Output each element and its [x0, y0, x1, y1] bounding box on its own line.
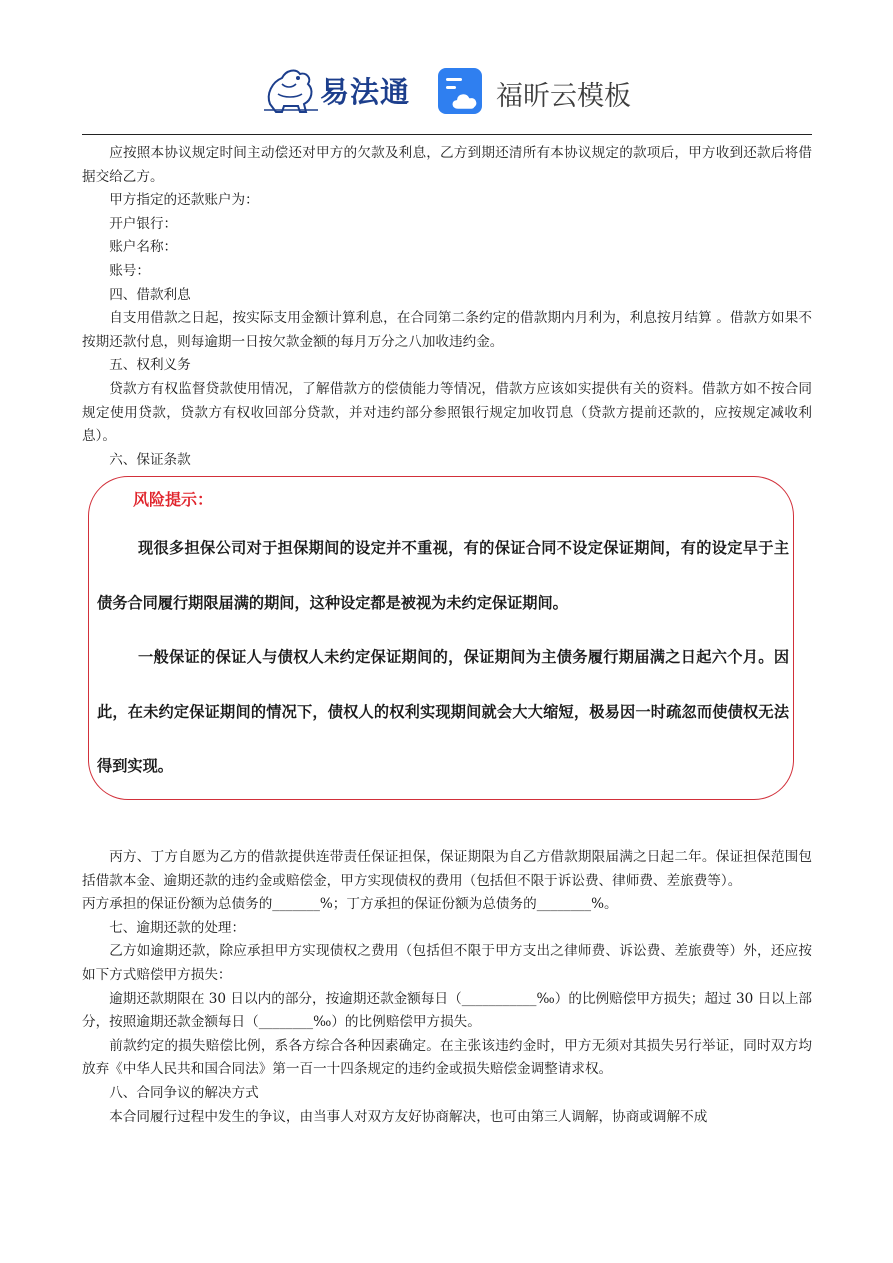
paragraph-compensation: 前款约定的损失赔偿比例，系各方综合各种因素确定。在主张该违约金时，甲方无须对其损失另行举证，同时双方均放弃《中华人民共和国合同法》第一百一十四条规定的违约金或损失赔偿金调整请求权。	[82, 1037, 812, 1078]
paragraph-repayment: 应按照本协议规定时间主动偿还对甲方的欠款及利息，乙方到期还清所有本协议规定的款项后，甲方收到还款后将借据交给乙方。	[82, 145, 812, 185]
cloud-document-icon	[436, 66, 486, 116]
paragraph-guarantee-shares: 丙方承担的保证份额为总债务的_______%；丁方承担的保证份额为总债务的________%。	[82, 896, 618, 913]
paragraph-interest: 自支用借款之日起，按实际支用金额计算利息，在合同第二条约定的借款期内月利为，利息按月结算 。借款方如果不按期还款付息，则每逾期一日按欠款金额的每月万分之八加收违约金。	[82, 310, 812, 350]
yifatong-logo	[262, 60, 412, 120]
section-heading-interest: 四、借款利息	[109, 286, 191, 303]
document-body-bottom	[82, 846, 812, 1129]
qilin-emblem-icon	[262, 64, 320, 116]
risk-paragraph: 一般保证的保证人与债权人未约定保证期间的，保证期间为主债务履行期届满之日起六个月。因此，在未约定保证期间的情况下，债权人的权利实现期间就会大大缩短，极易因一时疏忽而使债权无法得到实现。	[97, 648, 789, 776]
logo1-text: 易法通	[320, 75, 411, 109]
section-heading-rights: 五、权利义务	[109, 357, 191, 374]
paragraph-disputes: 本合同履行过程中发生的争议，由当事人对双方友好协商解决，也可由第三人调解，协商或调解不成	[109, 1108, 708, 1125]
paragraph-rights: 贷款方有权监督贷款使用情况，了解借款方的偿债能力等情况，借款方应该如实提供有关的资料。借款方如不按合同规定使用贷款，贷款方有权收回部分贷款，并对违约部分参照银行规定加收罚息（贷款方提前还款的，应按规定减收利息）。	[82, 380, 812, 445]
section-heading-disputes: 八、合同争议的解决方式	[109, 1084, 259, 1101]
page-header	[0, 60, 893, 122]
risk-warning-title: 风险提示：	[133, 490, 214, 509]
section-heading-overdue: 七、逾期还款的处理：	[109, 919, 246, 936]
fuxin-logo	[436, 60, 646, 120]
paragraph-account-intro: 甲方指定的还款账户为：	[109, 192, 259, 209]
section-heading-guarantee: 六、保证条款	[109, 451, 191, 468]
paragraph-bank: 开户银行：	[109, 215, 178, 232]
risk-warning-text	[97, 521, 789, 794]
logo2-text: 福昕云模板	[496, 81, 631, 112]
risk-warning-box	[88, 476, 794, 800]
paragraph-account-name: 账户名称：	[109, 239, 178, 256]
paragraph-account-number: 账号：	[109, 262, 150, 279]
paragraph-guarantors: 丙方、丁方自愿为乙方的借款提供连带责任保证担保，保证期限为自乙方借款期限届满之日起二年。保证担保范围包括借款本金、逾期还款的违约金或赔偿金，甲方实现债权的费用（包括但不限于诉讼费、律师费、差旅费等）。	[82, 849, 812, 889]
paragraph-overdue-rates: 逾期还款期限在 30 日以内的部分，按逾期还款金额每日（___________‰）的比例赔偿甲方损失；超过 30 日以上部分，按照逾期还款金额每日（________‰）的比例赔偿甲方损失。	[82, 990, 812, 1031]
paragraph-overdue: 乙方如逾期还款，除应承担甲方实现债权之费用（包括但不限于甲方支出之律师费、诉讼费、差旅费等）外，还应按如下方式赔偿甲方损失：	[82, 943, 812, 983]
risk-paragraph: 现很多担保公司对于担保期间的设定并不重视，有的保证合同不设定保证期间，有的设定早于主债务合同履行期限届满的期间，这种设定都是被视为未约定保证期间。	[97, 539, 789, 612]
document-body-top	[82, 142, 812, 472]
header-divider	[82, 134, 812, 135]
